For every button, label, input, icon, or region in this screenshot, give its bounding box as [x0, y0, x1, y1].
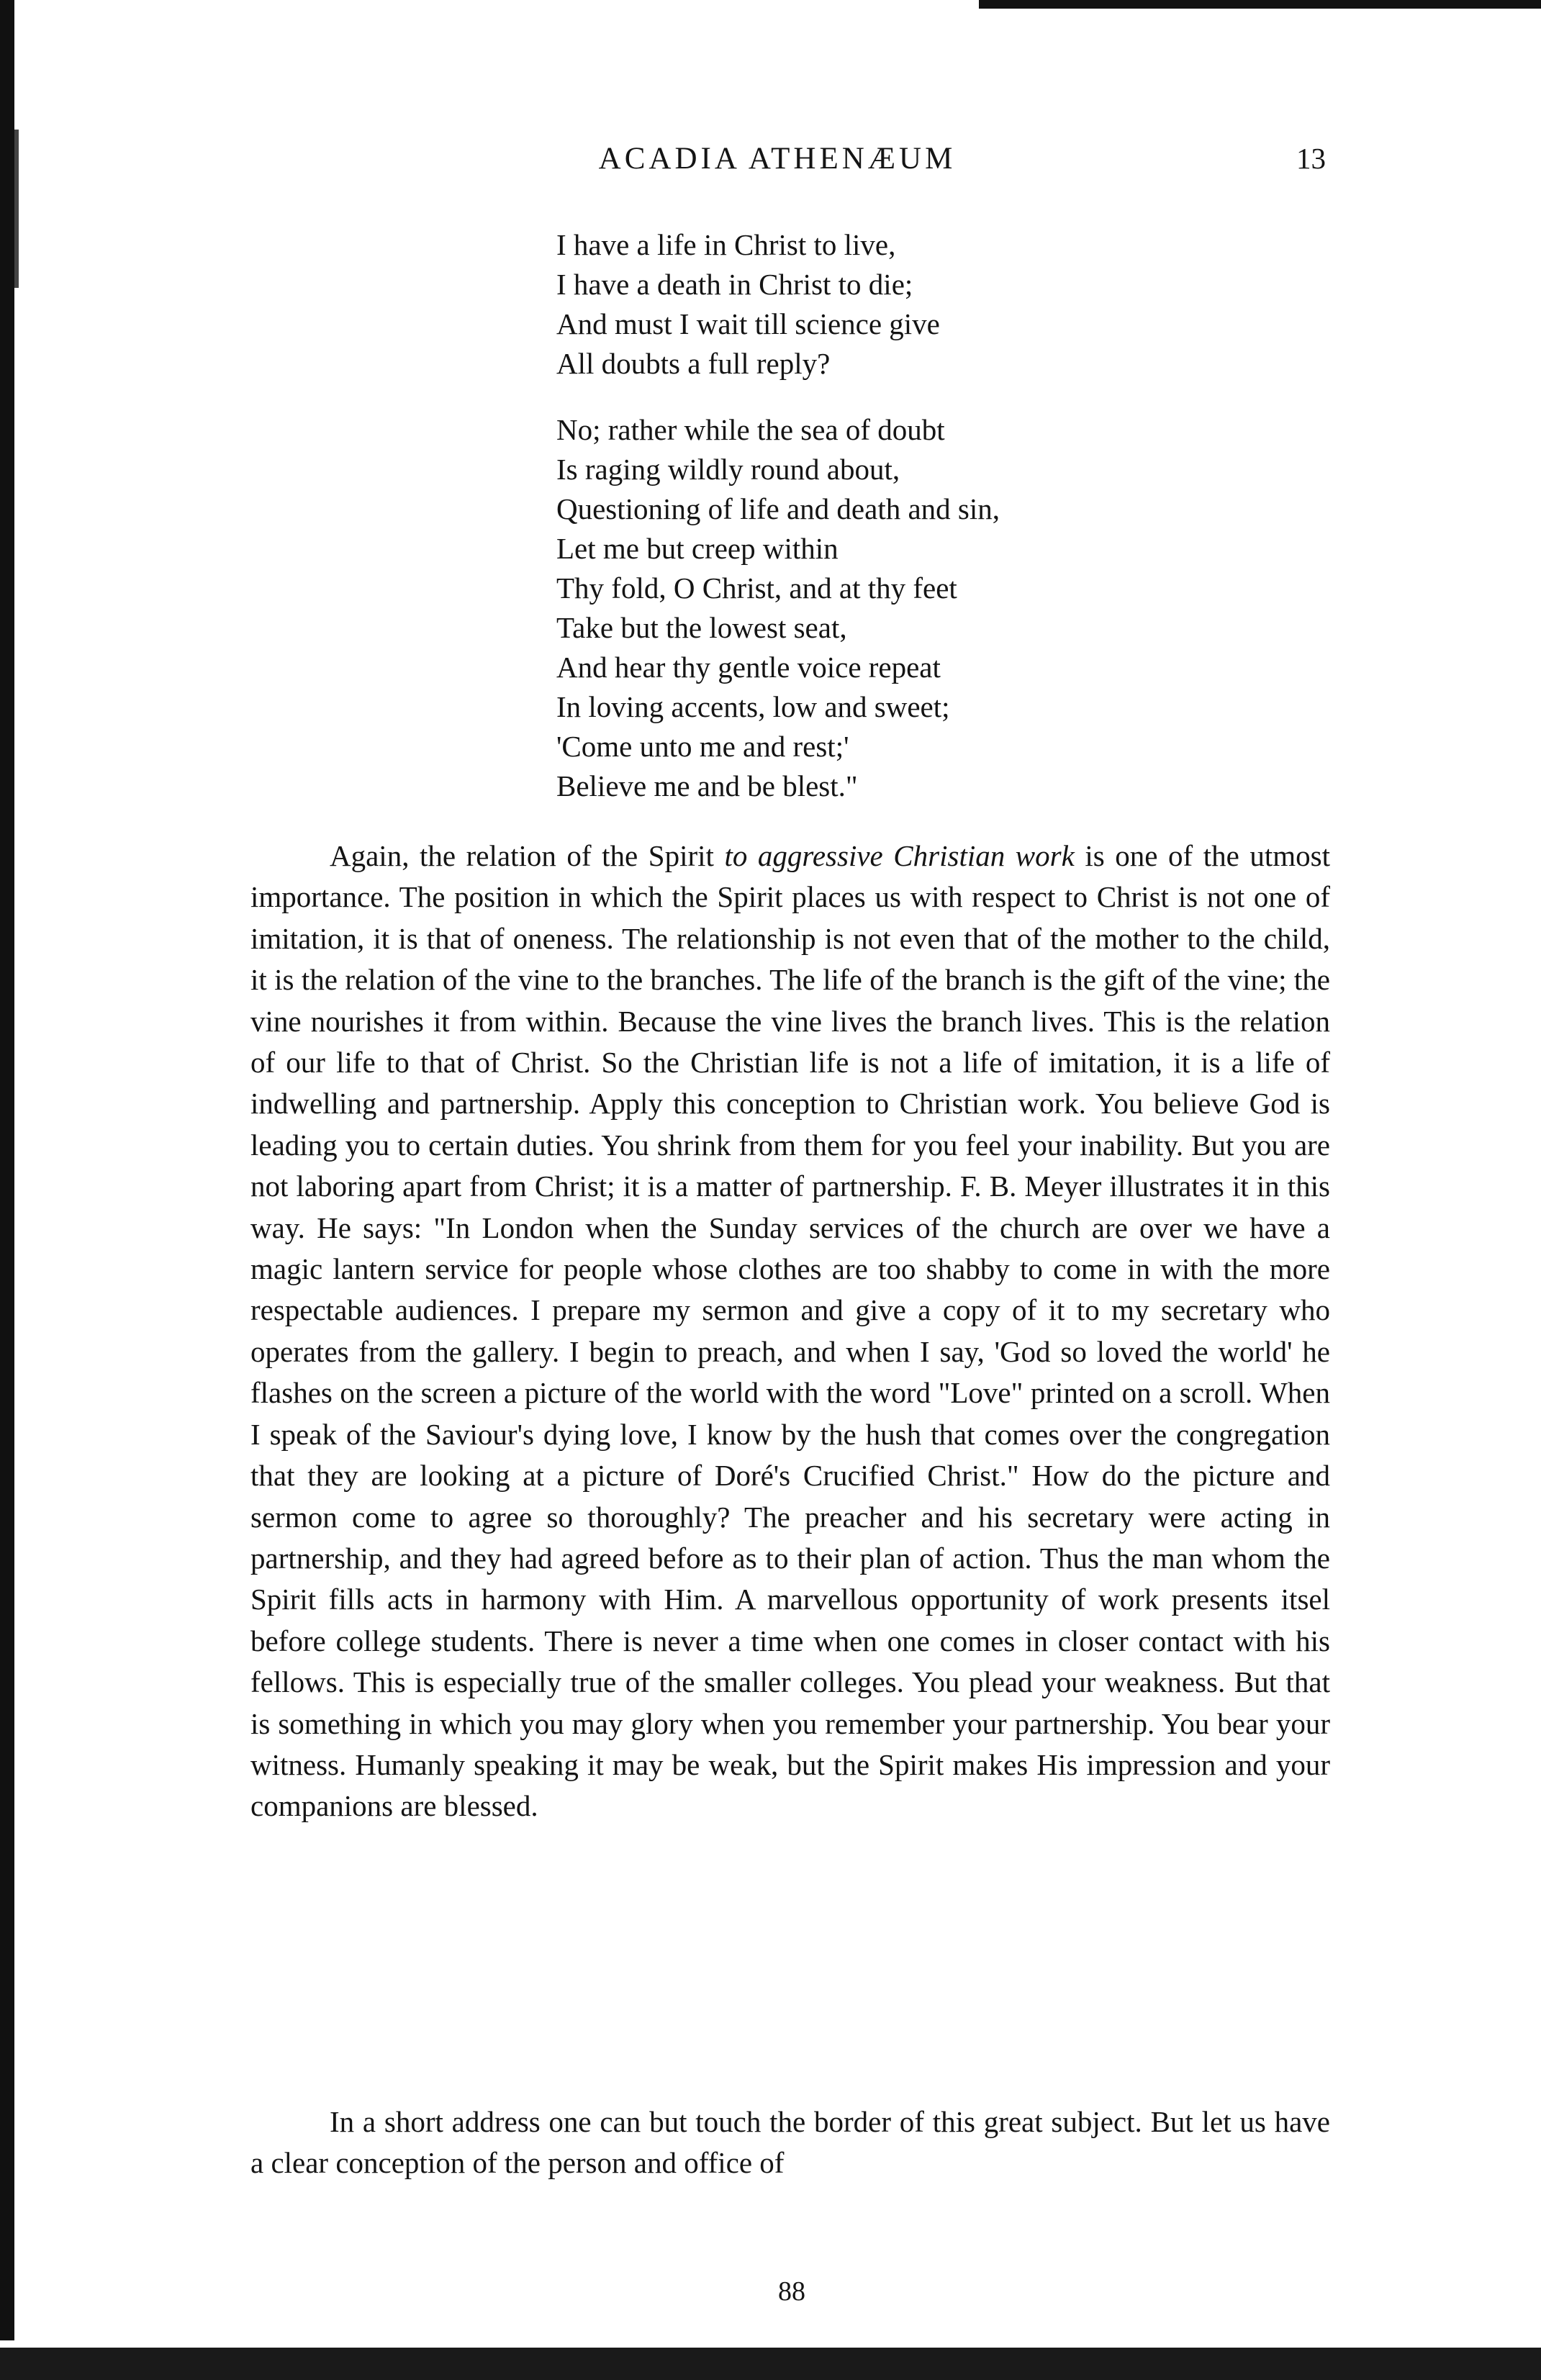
journal-title: ACADIA ATHENÆUM	[598, 142, 957, 176]
running-header	[0, 141, 1541, 191]
poem-line: 'Come unto me and rest;'	[556, 730, 849, 763]
poem-line: Take but the lowest seat,	[556, 611, 847, 644]
poem-line: No; rather while the sea of doubt	[556, 413, 945, 446]
poem-line: Is raging wildly round about,	[556, 453, 900, 486]
body-paragraph-2: In a short address one can but touch the border of this great subject. But let us have a clear conception of the person and office of	[250, 2105, 1330, 2180]
poem-stanza-1	[556, 225, 940, 384]
poem-line: I have a death in Christ to die;	[556, 268, 913, 301]
scan-border-left	[0, 0, 14, 2380]
signature-mark: 88	[778, 2276, 805, 2307]
poem-line: And hear thy gentle voice repeat	[556, 651, 941, 684]
scan-border-bottom	[0, 2340, 1541, 2380]
italic-phrase: to aggressive Christian work	[724, 839, 1075, 872]
poem-line: Questioning of life and death and sin,	[556, 492, 1000, 525]
poem-line: And must I wait till science give	[556, 307, 940, 340]
poem-line: Believe me and be blest."	[556, 769, 858, 802]
page-number: 13	[1296, 142, 1326, 175]
poem-line: Let me but creep within	[556, 532, 839, 565]
paragraph-text: is one of the utmost importance. The position in which the Spirit places us with respect to Christ is not one of imitation, it is that of oneness. The relationship is not even that of the mother to the child, it is the relation of the vine to the branches. The life of the branch is the gift of the vine; the vine nourishes it from within. Because the vine lives the branch lives. This is the relation of our life to that of Christ. So the Christian life is not a life of imitation, it is a life of indwelling and partnership. Apply this conception to Christian work. You believe God is leading you to certain duties. You shrink from them for you feel your inability. But you are not laboring apart from Christ; it is a matter of partnership. F. B. Meyer illustrates it in this way. He says: "In London when the Sunday services of the church are over we have a magic lantern service for people whose clothes are too shabby to come in with the more respectable audiences. I prepare my sermon and give a copy of it to my secretary who operates from the gallery. I begin to preach, and when I say, 'God so loved the world' he flashes on the screen a picture of the world with the word "Love" printed on a scroll. When I speak of the Saviour's dying love, I know by the hush that comes over the congregation that they are looking at a picture of Doré's Crucified Christ." How do the picture and sermon come to agree so thoroughly? The preacher and his secretary were acting in partnership, and they had agreed before as to their plan of action. Thus the man whom the Spirit fills acts in harmony with Him. A marvellous opportunity of work presents itsel before college students. There is never a time when one comes in closer contact with his fellows. This is especially true of the smaller colleges. You plead your weakness. But that is something in which you may glory when you remember your partnership. You bear your witness. Humanly speaking it may be weak, but the Spirit makes His impression and your companions are blessed.	[250, 839, 1330, 1823]
body-paragraph-1	[250, 836, 1330, 1827]
scan-border-top	[979, 0, 1541, 9]
poem-stanza-2	[556, 410, 1000, 806]
paragraph-text: Again, the relation of the Spirit	[330, 839, 725, 872]
poem-line: All doubts a full reply?	[556, 347, 831, 380]
poem-line: I have a life in Christ to live,	[556, 228, 896, 261]
poem-line: In loving accents, low and sweet;	[556, 690, 950, 723]
poem-line: Thy fold, O Christ, and at thy feet	[556, 571, 957, 605]
